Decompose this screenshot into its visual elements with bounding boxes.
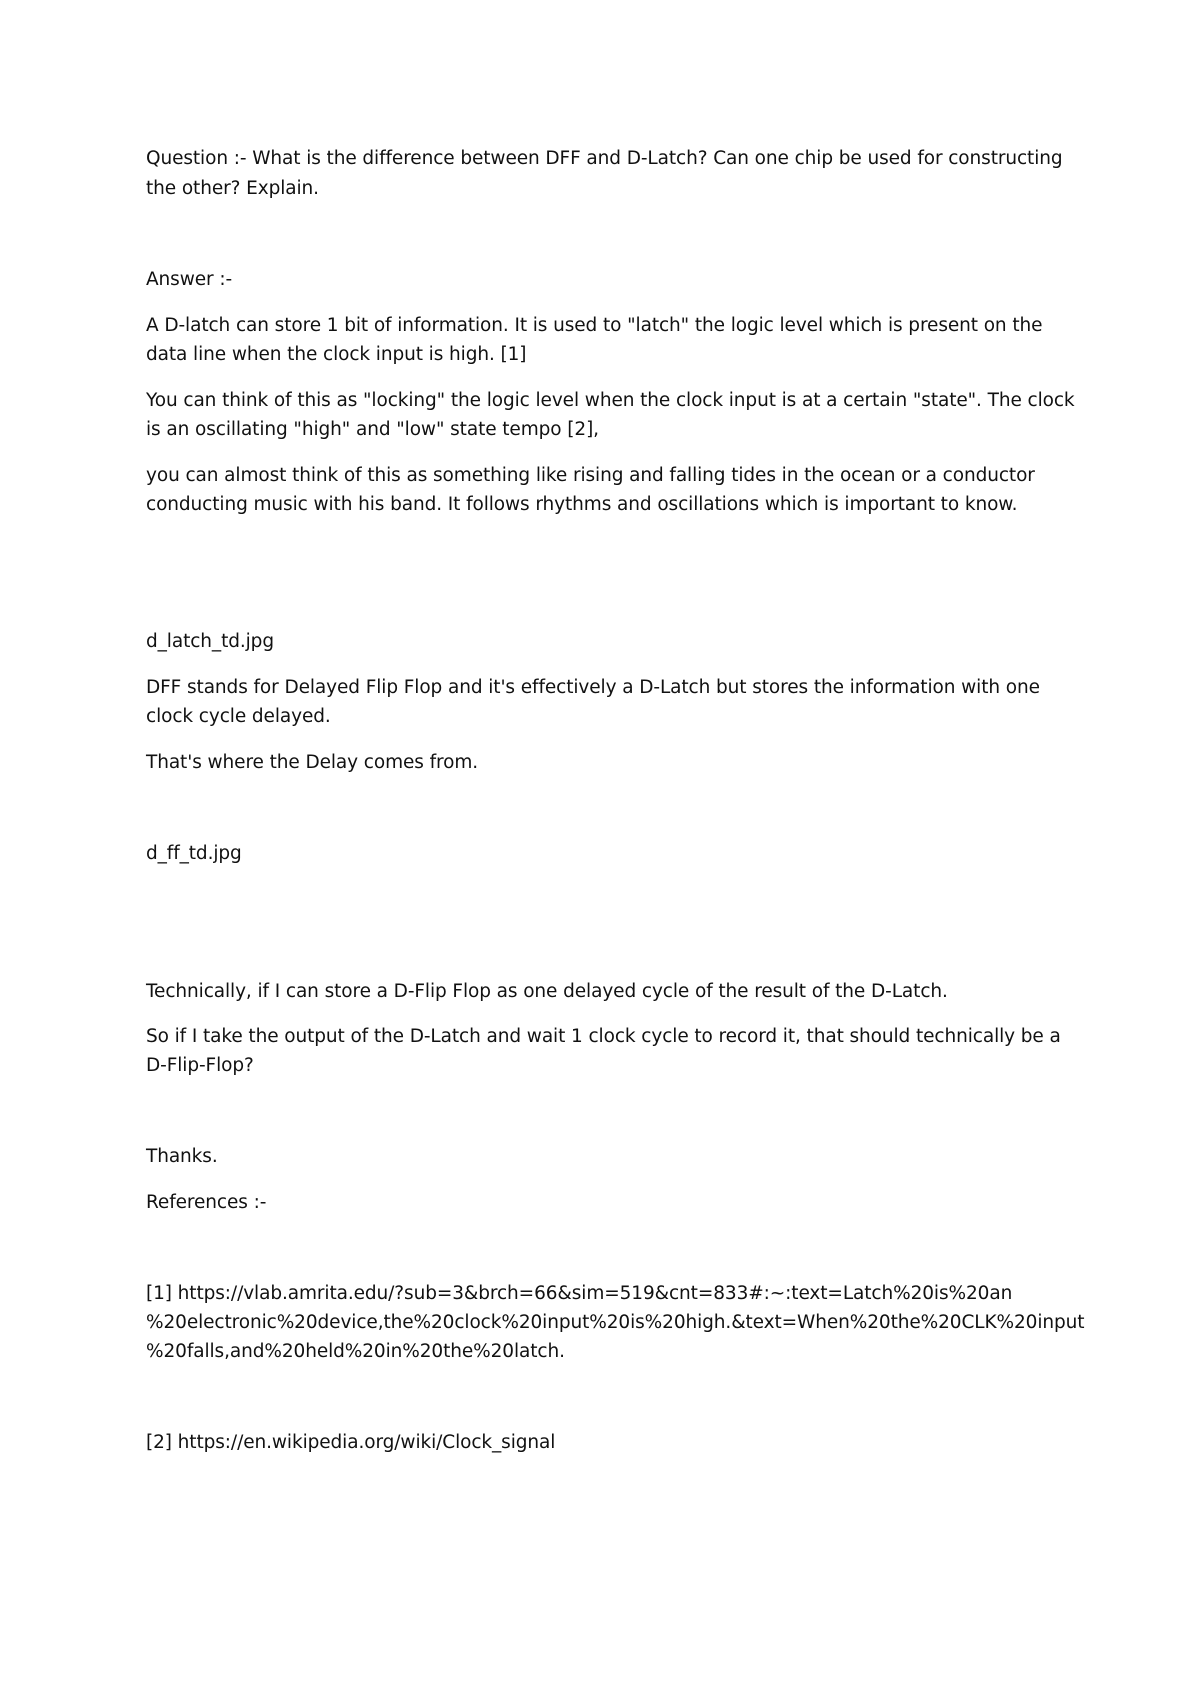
reference-1-line-2[interactable]: %20electronic%20device,the%20clock%20input%20is%20high.&text=When%20the%20CLK%20input	[146, 1312, 1085, 1333]
reference-1-line-1[interactable]: [1] https://vlab.amrita.edu/?sub=3&brch=66&sim=519&cnt=833#:~:text=Latch%20is%20an	[146, 1283, 1013, 1304]
paragraph-4-line-2: clock cycle delayed.	[146, 706, 331, 727]
question-line-1: Question :- What is the difference between DFF and D-Latch? Can one chip be used for constructing	[146, 148, 1063, 169]
paragraph-1-line-2: data line when the clock input is high. [1]	[146, 344, 527, 365]
paragraph-7-line-1: So if I take the output of the D-Latch and wait 1 clock cycle to record it, that should technically be a	[146, 1026, 1061, 1047]
references-heading: References :-	[146, 1192, 267, 1213]
image-placeholder-d-ff: d_ff_td.jpg	[146, 843, 242, 864]
question-line-2: the other? Explain.	[146, 178, 319, 199]
reference-2[interactable]: [2] https://en.wikipedia.org/wiki/Clock_signal	[146, 1432, 556, 1453]
paragraph-2-line-1: You can think of this as "locking" the logic level when the clock input is at a certain "state". The clock	[146, 390, 1075, 411]
paragraph-5: That's where the Delay comes from.	[146, 752, 479, 773]
thanks-text: Thanks.	[146, 1146, 218, 1167]
paragraph-3-line-1: you can almost think of this as something like rising and falling tides in the ocean or a conductor	[146, 465, 1035, 486]
answer-heading: Answer :-	[146, 269, 233, 290]
reference-1-line-3[interactable]: %20falls,and%20held%20in%20the%20latch.	[146, 1341, 565, 1362]
paragraph-1-line-1: A D-latch can store 1 bit of information. It is used to "latch" the logic level which is present on the	[146, 315, 1043, 336]
paragraph-7-line-2: D-Flip-Flop?	[146, 1055, 254, 1076]
paragraph-4-line-1: DFF stands for Delayed Flip Flop and it's effectively a D-Latch but stores the information with one	[146, 677, 1040, 698]
paragraph-2-line-2: is an oscillating "high" and "low" state tempo [2],	[146, 419, 599, 440]
paragraph-3-line-2: conducting music with his band. It follows rhythms and oscillations which is important to know.	[146, 494, 1018, 515]
image-placeholder-d-latch: d_latch_td.jpg	[146, 631, 274, 652]
paragraph-6: Technically, if I can store a D-Flip Flop as one delayed cycle of the result of the D-Latch.	[146, 981, 948, 1002]
